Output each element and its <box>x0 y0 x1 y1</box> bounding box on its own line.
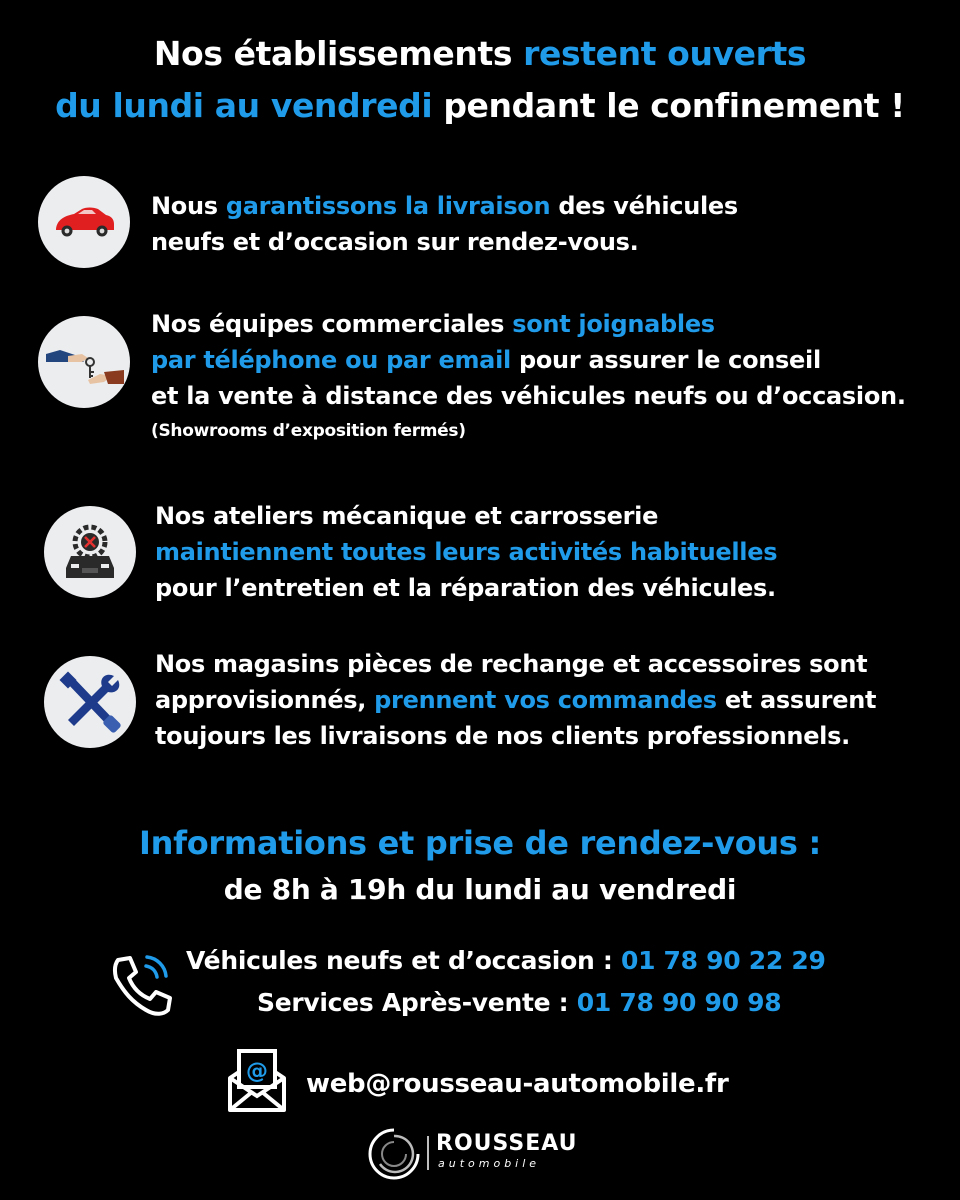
service-delivery-text: Nous garantissons la livraison des véhicules neufs et d’occasion sur rendez-vous. <box>151 192 738 256</box>
brand-tagline: automobile <box>438 1157 541 1170</box>
headline-line-2: du lundi au vendredi pendant le confinement ! <box>55 86 905 125</box>
info-title: Informations et prise de rendez-vous : <box>139 824 821 862</box>
phone-icon <box>106 950 178 1022</box>
service-phone-line: Services Après-vente : 01 78 90 90 98 <box>257 988 782 1017</box>
email-icon <box>226 1048 288 1114</box>
opening-hours: de 8h à 19h du lundi au vendredi <box>223 873 737 906</box>
svg-text:@: @ <box>246 1059 268 1084</box>
service-sales-text: Nos équipes commerciales sont joignables par téléphone ou par email pour assurer le conseil et la vente à distance des véhicules neufs ou d’occasion. (Showrooms d’exposition fermés) <box>151 306 906 448</box>
logo-mark <box>370 1130 418 1178</box>
email-address[interactable]: web@rousseau-automobile.fr <box>306 1069 729 1099</box>
headline-line-1: Nos établissements restent ouverts <box>153 34 807 73</box>
tools-icon <box>44 656 136 748</box>
rousseau-logo <box>366 1124 606 1182</box>
showroom-note: (Showrooms d’exposition fermés) <box>151 421 466 441</box>
service-parts-text: Nos magasins pièces de rechange et accessoires sont approvisionnés, prennent vos commandes et assurent toujours les livraisons de nos clients professionnels. <box>155 650 877 750</box>
car-icon <box>38 176 130 268</box>
sales-phone-number[interactable]: 01 78 90 22 29 <box>620 946 826 975</box>
brand-name: ROUSSEAU <box>436 1131 578 1156</box>
service-phone-number[interactable]: 01 78 90 90 98 <box>576 988 782 1017</box>
workshop-icon <box>44 506 136 598</box>
sales-phone-line: Véhicules neufs et d’occasion : 01 78 90 22 29 <box>186 946 826 975</box>
headline <box>0 28 960 132</box>
key-handover-icon <box>38 316 130 408</box>
service-workshop-text: Nos ateliers mécanique et carrosserie maintiennent toutes leurs activités habituelles pour l’entretien et la réparation des véhicules. <box>155 502 778 602</box>
